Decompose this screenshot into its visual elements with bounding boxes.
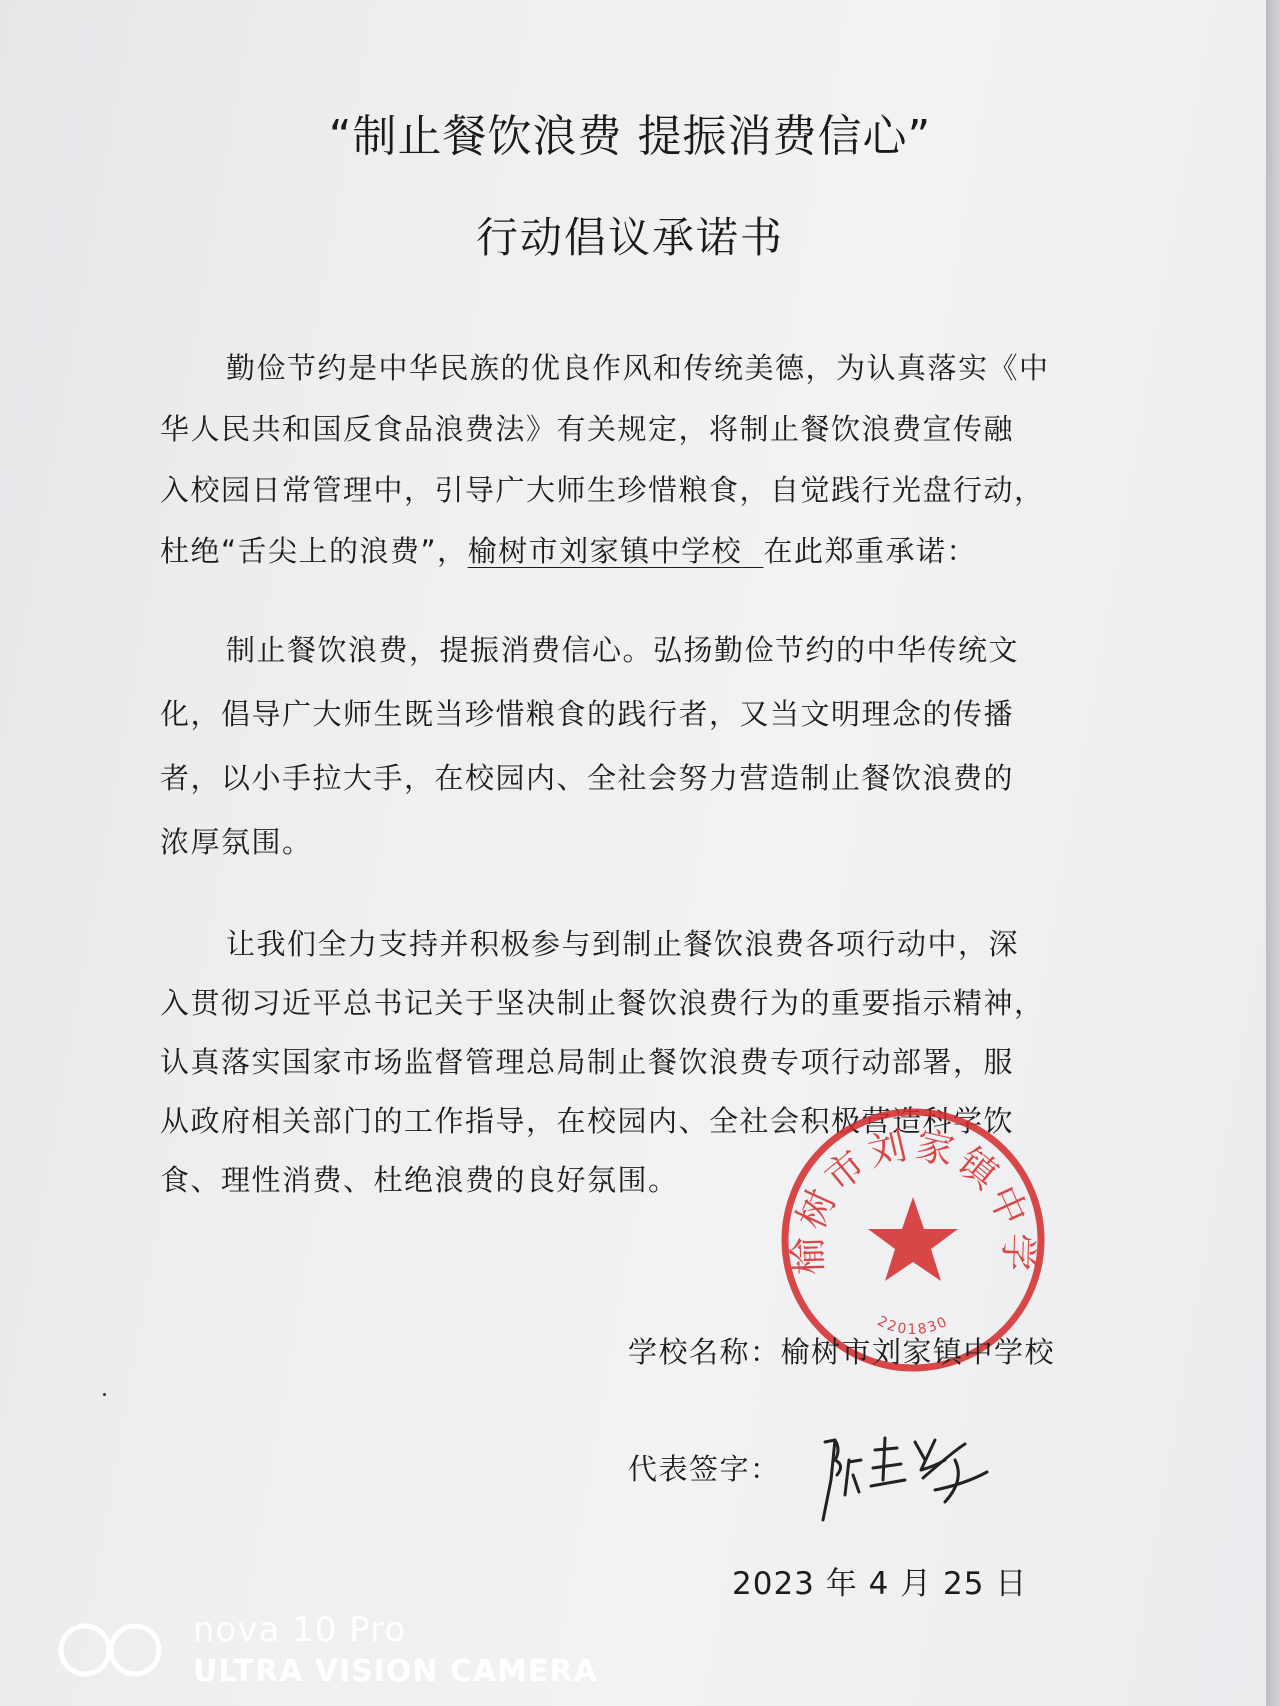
paragraph-2-line-4: 浓厚氛围。: [160, 825, 313, 859]
school-name-label: 学校名称：: [628, 1335, 781, 1369]
paragraph-1-line-4-start: 杜绝“舌尖上的浪费”，: [160, 534, 468, 568]
paragraph-2: [160, 618, 1100, 874]
seal-number: 2201830: [874, 1313, 952, 1339]
paragraph-3-line-2: 入贯彻习近平总书记关于坚决制止餐饮浪费行为的重要指示精神，: [160, 986, 1045, 1020]
paragraph-2-line-3: 者，以小手拉大手，在校园内、全社会努力营造制止餐饮浪费的: [160, 761, 1015, 795]
paragraph-1-line-4: [160, 521, 1100, 582]
paragraph-3-line-4: 从政府相关部门的工作指导，在校园内、全社会积极营造科学饮: [160, 1104, 1015, 1138]
paragraph-3-line-1: 让我们全力支持并积极参与到制止餐饮浪费各项行动中，深: [226, 927, 1020, 961]
document-subtitle: 行动倡议承诺书: [475, 213, 784, 262]
camera-logo-icon: [55, 1620, 165, 1680]
underline-gap: [742, 534, 763, 568]
school-name-row: [628, 1330, 1055, 1371]
paragraph-3-line-3: 认真落实国家市场监督管理总局制止餐饮浪费专项行动部署，服: [160, 1045, 1015, 1079]
paragraph-2-line-1: 制止餐饮浪费，提振消费信心。弘扬勤俭节约的中华传统文: [226, 633, 1020, 667]
paragraph-1: [160, 338, 1100, 582]
paragraph-1-line-4-end: 在此郑重承诺：: [763, 534, 978, 568]
paragraph-3-line-5: 食、理性消费、杜绝浪费的良好氛围。: [160, 1163, 679, 1197]
seal-star-icon: [868, 1197, 958, 1281]
camera-watermark: [55, 1610, 615, 1700]
paragraph-2-line-2: 化，倡导广大师生既当珍惜粮食的践行者，又当文明理念的传播: [160, 697, 1015, 731]
document-date: 2023 年 4 月 25 日: [732, 1566, 1028, 1602]
paragraph-1-line-1: 勤俭节约是中华民族的优良作风和传统美德，为认真落实《中: [226, 351, 1050, 385]
paragraph-1-line-3: 入校园日常管理中，引导广大师生珍惜粮食，自觉践行光盘行动，: [160, 473, 1045, 507]
background-edge: [1266, 0, 1280, 1706]
seal-text: 榆树市刘家镇中学: [785, 1122, 1041, 1276]
representative-label: 代表签字：: [628, 1452, 781, 1486]
paper-speck: [103, 1393, 106, 1396]
underlined-school-name: 榆树市刘家镇中学校: [467, 534, 743, 568]
camera-tagline-text: ULTRA VISION CAMERA: [193, 1654, 598, 1689]
paragraph-1-line-2: 华人民共和国反食品浪费法》有关规定，将制止餐饮浪费宣传融: [160, 412, 1015, 446]
handwritten-signature: [805, 1420, 1005, 1530]
camera-model-text: nova 10 Pro: [193, 1610, 407, 1650]
representative-row: [628, 1447, 781, 1488]
school-name-value: 榆树市刘家镇中学校: [780, 1335, 1056, 1369]
document-title: “制止餐饮浪费 提振消费信心”: [328, 111, 932, 162]
